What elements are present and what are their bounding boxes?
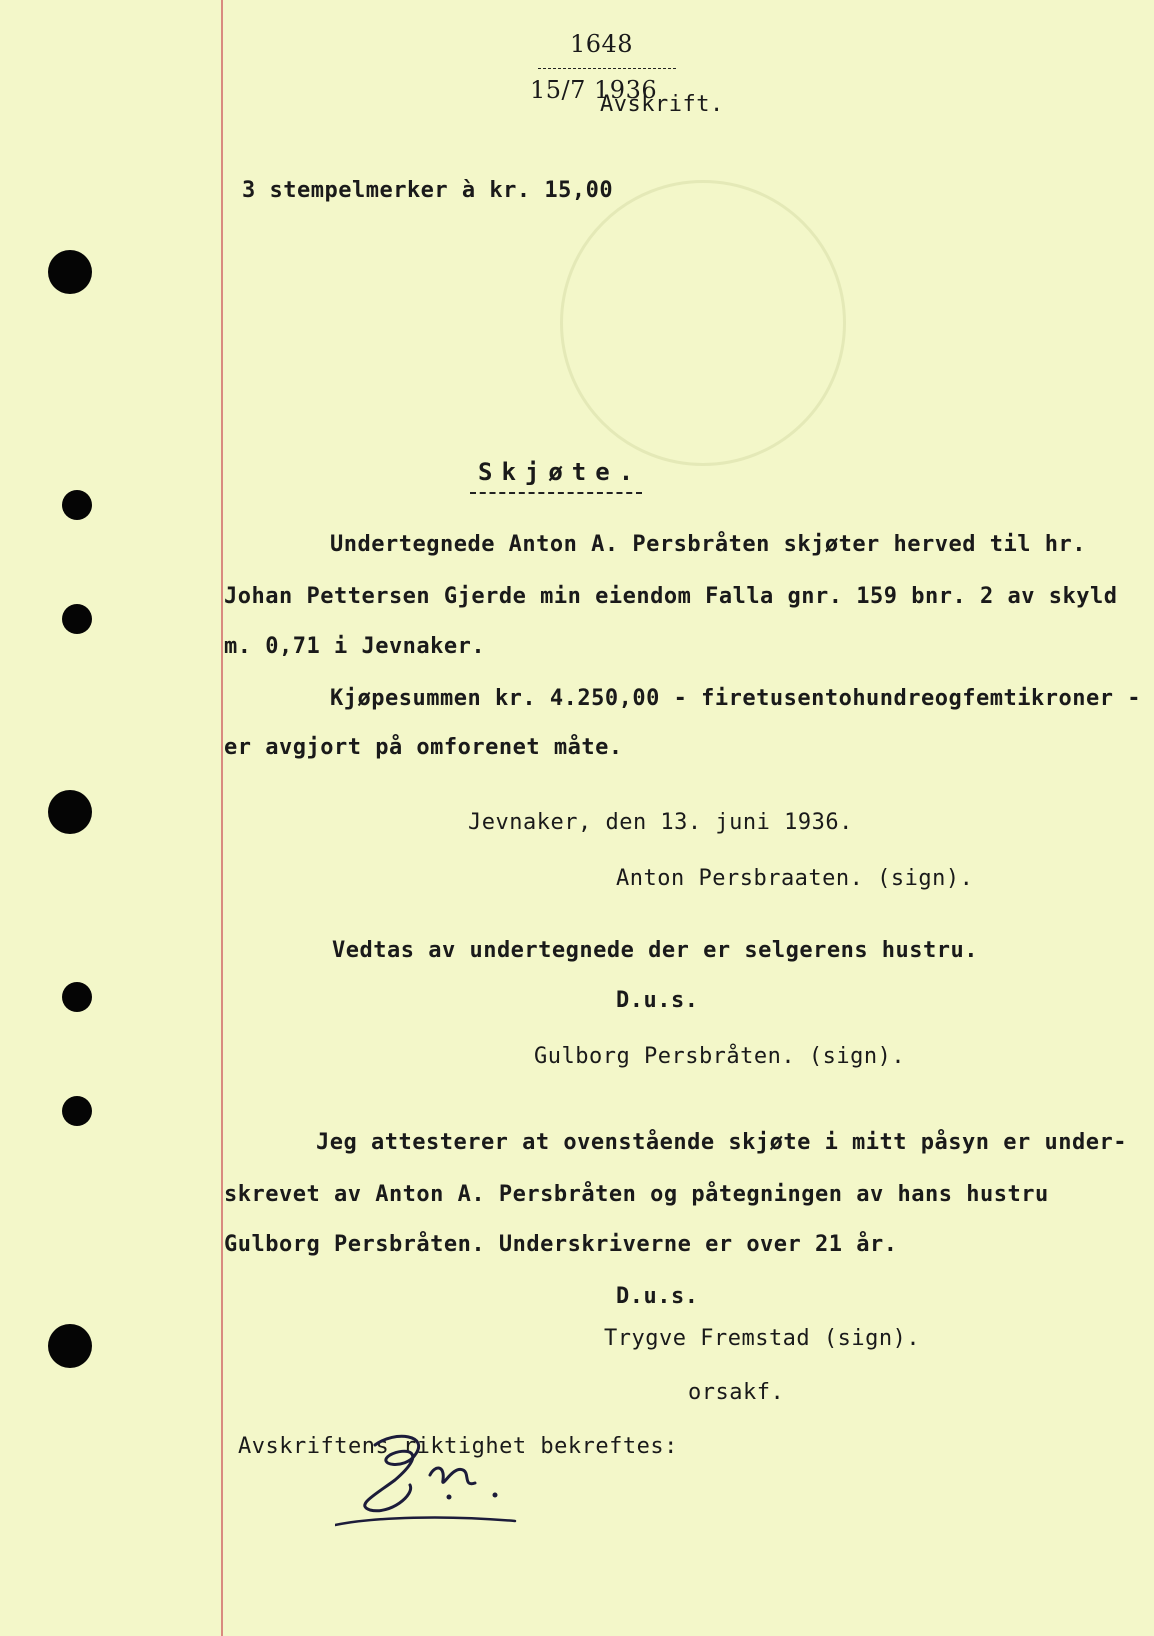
stamps-note: 3 stempelmerker à kr. 15,00 bbox=[242, 178, 614, 203]
place-date: Jevnaker, den 13. juni 1936. bbox=[468, 810, 853, 835]
document-title: Skjøte. bbox=[478, 458, 643, 486]
header-rule bbox=[538, 68, 676, 69]
stamp-watermark bbox=[560, 180, 846, 466]
punch-hole bbox=[62, 604, 92, 634]
witness-title: orsakf. bbox=[688, 1380, 785, 1405]
body-line: Undertegnede Anton A. Persbråten skjøter herved til hr. bbox=[330, 532, 1086, 557]
confirmation-line: Avskriftens riktighet bekreftes: bbox=[238, 1434, 678, 1459]
body-line: m. 0,71 i Jevnaker. bbox=[224, 634, 486, 659]
wife-signature: Gulborg Persbråten. (sign). bbox=[534, 1044, 906, 1069]
punch-hole bbox=[48, 1324, 92, 1368]
punch-hole bbox=[62, 982, 92, 1012]
handwritten-date: 15/7 1936 bbox=[530, 76, 658, 104]
body-line: er avgjort på omforenet måte. bbox=[224, 735, 623, 760]
title-underline bbox=[470, 492, 642, 494]
dus-label: D.u.s. bbox=[616, 1284, 699, 1309]
punch-hole bbox=[48, 250, 92, 294]
attest-line: Gulborg Persbråten. Underskriverne er over 21 år. bbox=[224, 1232, 898, 1257]
body-line: Johan Pettersen Gjerde min eiendom Falla gnr. 159 bnr. 2 av skyld bbox=[224, 584, 1118, 609]
witness-signature: Trygve Fremstad (sign). bbox=[604, 1326, 921, 1351]
consent-line: Vedtas av undertegnede der er selgerens hustru. bbox=[332, 938, 979, 963]
dus-label: D.u.s. bbox=[616, 988, 699, 1013]
punch-hole bbox=[48, 790, 92, 834]
margin-rule bbox=[221, 0, 223, 1636]
seller-signature: Anton Persbraaten. (sign). bbox=[616, 866, 974, 891]
punch-hole bbox=[62, 1096, 92, 1126]
page-number: 1648 bbox=[570, 30, 634, 58]
punch-hole bbox=[62, 490, 92, 520]
handwritten-signature bbox=[335, 1425, 535, 1535]
copy-label: Avskrift. bbox=[600, 92, 724, 117]
attest-line: skrevet av Anton A. Persbråten og påtegningen av hans hustru bbox=[224, 1182, 1049, 1207]
attest-line: Jeg attesterer at ovenstående skjøte i mitt påsyn er under- bbox=[316, 1130, 1127, 1155]
body-line: Kjøpesummen kr. 4.250,00 - firetusentohundreogfemtikroner - bbox=[330, 686, 1141, 711]
